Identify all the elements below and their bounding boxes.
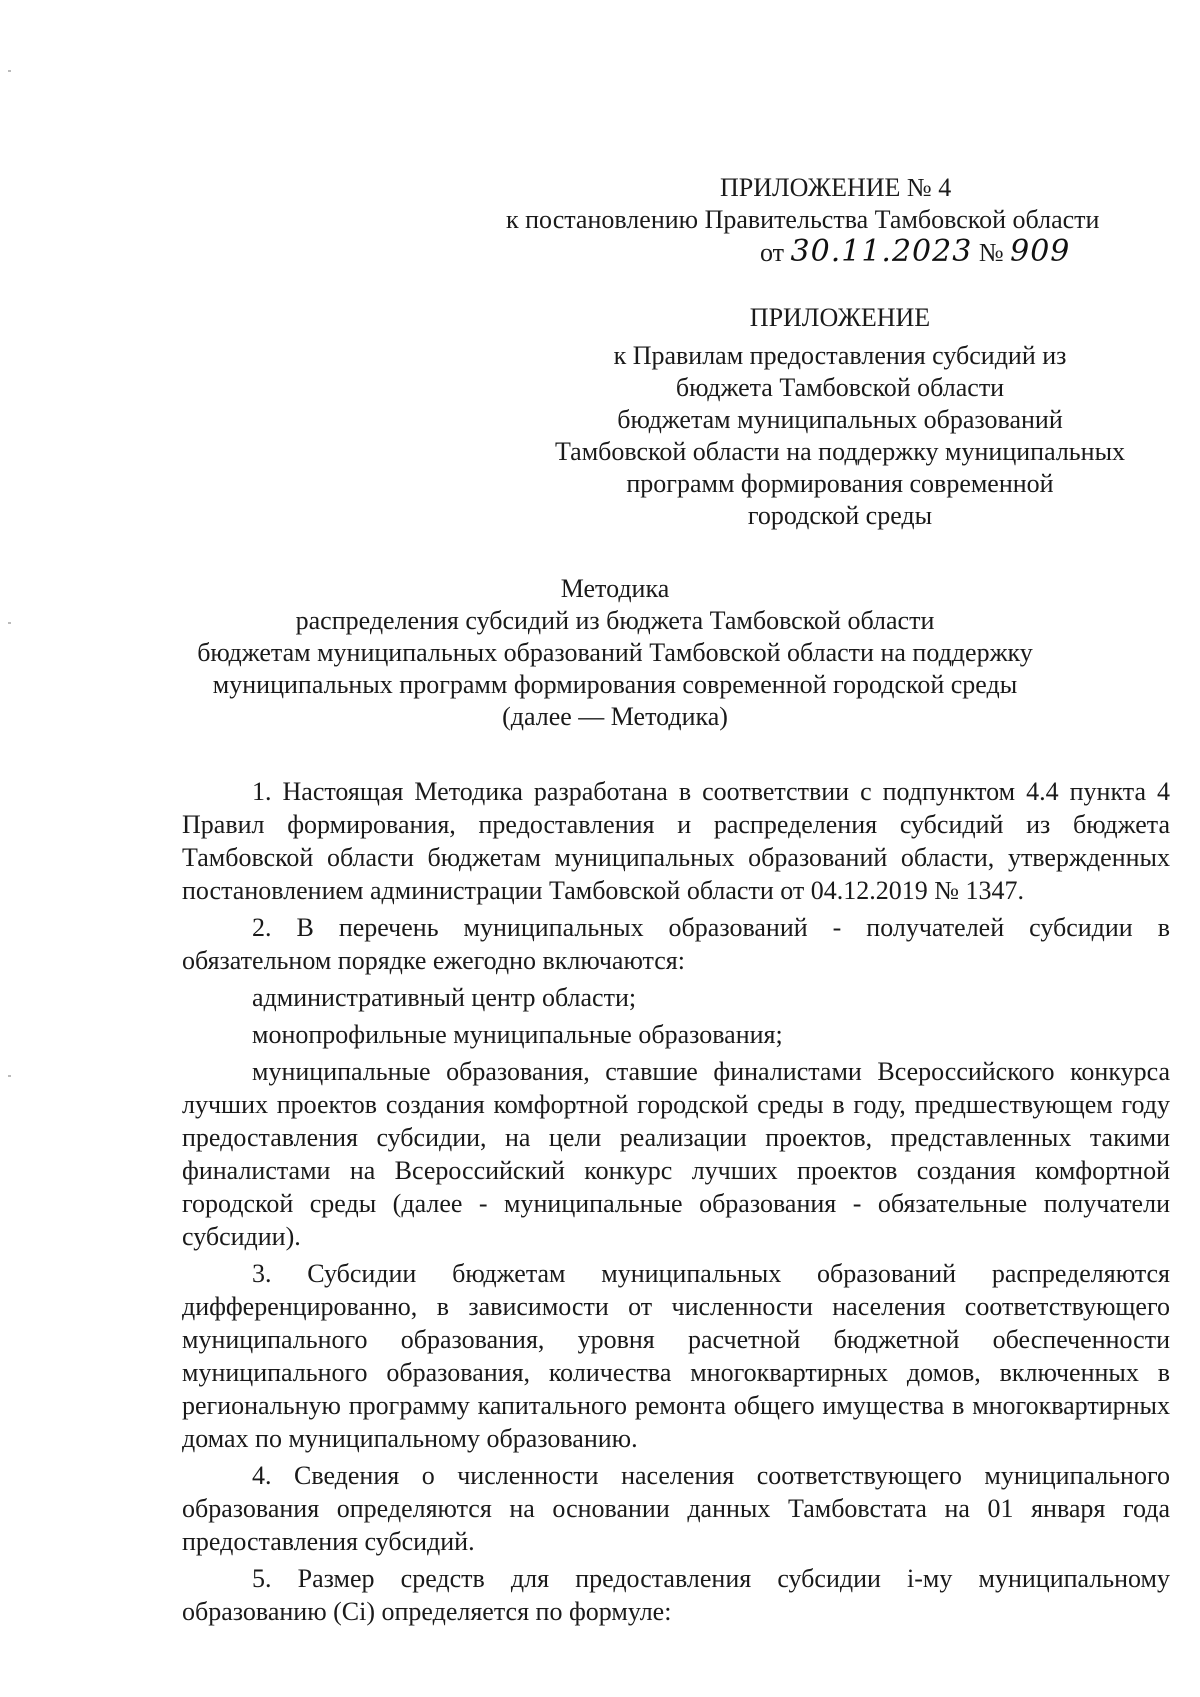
method-subtitle-line: бюджетам муниципальных образований Тамбовской области на поддержку [197, 638, 1033, 667]
method-subtitle-line: муниципальных программ формирования современной городской среды [212, 670, 1018, 699]
date-prefix: от [760, 238, 785, 267]
appendix-line: программ формирования современной [626, 469, 1054, 498]
list-item-monoprofile: монопрофильные муниципальные образования; [252, 1020, 783, 1049]
appendix-line: бюджета Тамбовской области [675, 373, 1005, 402]
paragraph-5: 5. Размер средств для предоставления субсидии i-му муниципальному образованию (Сi) определяется по формуле: [182, 1564, 1170, 1626]
paragraph-1: 1. Настоящая Методика разработана в соответствии с подпунктом 4.4 пункта 4 Правил формирования, предоставления и распределения субсидий из бюджета Тамбовской области бюджетам муниципальных образований области, утвержденных постановлением администрации Тамбовской области от 04.12.2019 № 1347. [182, 777, 1170, 905]
number-prefix: № [978, 238, 1004, 267]
scan-mark [8, 70, 11, 72]
appendix-header [520, 302, 1160, 532]
appendix-title: ПРИЛОЖЕНИЕ [749, 303, 931, 332]
method-title: Методика [560, 574, 670, 603]
paragraph-3: 3. Субсидии бюджетам муниципальных образований распределяются дифференцированно, в зависимости от численности населения соответствующего муниципального образования, уровня расчетной бюджетной обеспеченности муниципального образования, количества многоквартирных домов, включенных в региональную программу капитального ремонта общего имущества в многоквартирных домах по муниципальному образованию. [182, 1259, 1170, 1453]
handwritten-number: 909 [1010, 234, 1071, 269]
scan-mark [8, 622, 11, 624]
paragraph-2: 2. В перечень муниципальных образований - получателей субсидии в обязательном порядке ежегодно включаются: [182, 913, 1170, 975]
list-item-admin-center: административный центр области; [252, 983, 637, 1012]
appendix-4-header [470, 172, 1190, 269]
appendix-4-title: ПРИЛОЖЕНИЕ № 4 [720, 173, 952, 202]
appendix-line: бюджетам муниципальных образований [617, 405, 1063, 434]
method-title-block [130, 573, 1100, 733]
appendix-line: к Правилам предоставления субсидий из [613, 341, 1067, 370]
appendix-line: Тамбовской области на поддержку муниципальных [554, 437, 1126, 466]
appendix-4-date-line [470, 236, 1190, 269]
paragraph-4: 4. Сведения о численности населения соответствующего муниципального образования определяются на основании данных Тамбовстата на 01 января года предоставления субсидий. [182, 1461, 1170, 1556]
list-item-finalists: муниципальные образования, ставшие финалистами Всероссийского конкурса лучших проектов создания комфортной городской среды в году, предшествующем году предоставления субсидии, на цели реализации проектов, представленных такими финалистами на Всероссийский конкурс лучших проектов создания комфортной городской среды (далее - муниципальные образования - обязательные получатели субсидии). [182, 1057, 1170, 1251]
handwritten-date: 30.11.2023 [790, 234, 973, 269]
method-subtitle-line: распределения субсидий из бюджета Тамбовской области [295, 606, 935, 635]
appendix-line: городской среды [747, 501, 933, 530]
scan-mark [8, 1075, 11, 1077]
document-body [182, 775, 1170, 1632]
appendix-4-reference: к постановлению Правительства Тамбовской области [506, 205, 1100, 234]
method-subtitle-line: (далее — Методика) [502, 702, 728, 731]
